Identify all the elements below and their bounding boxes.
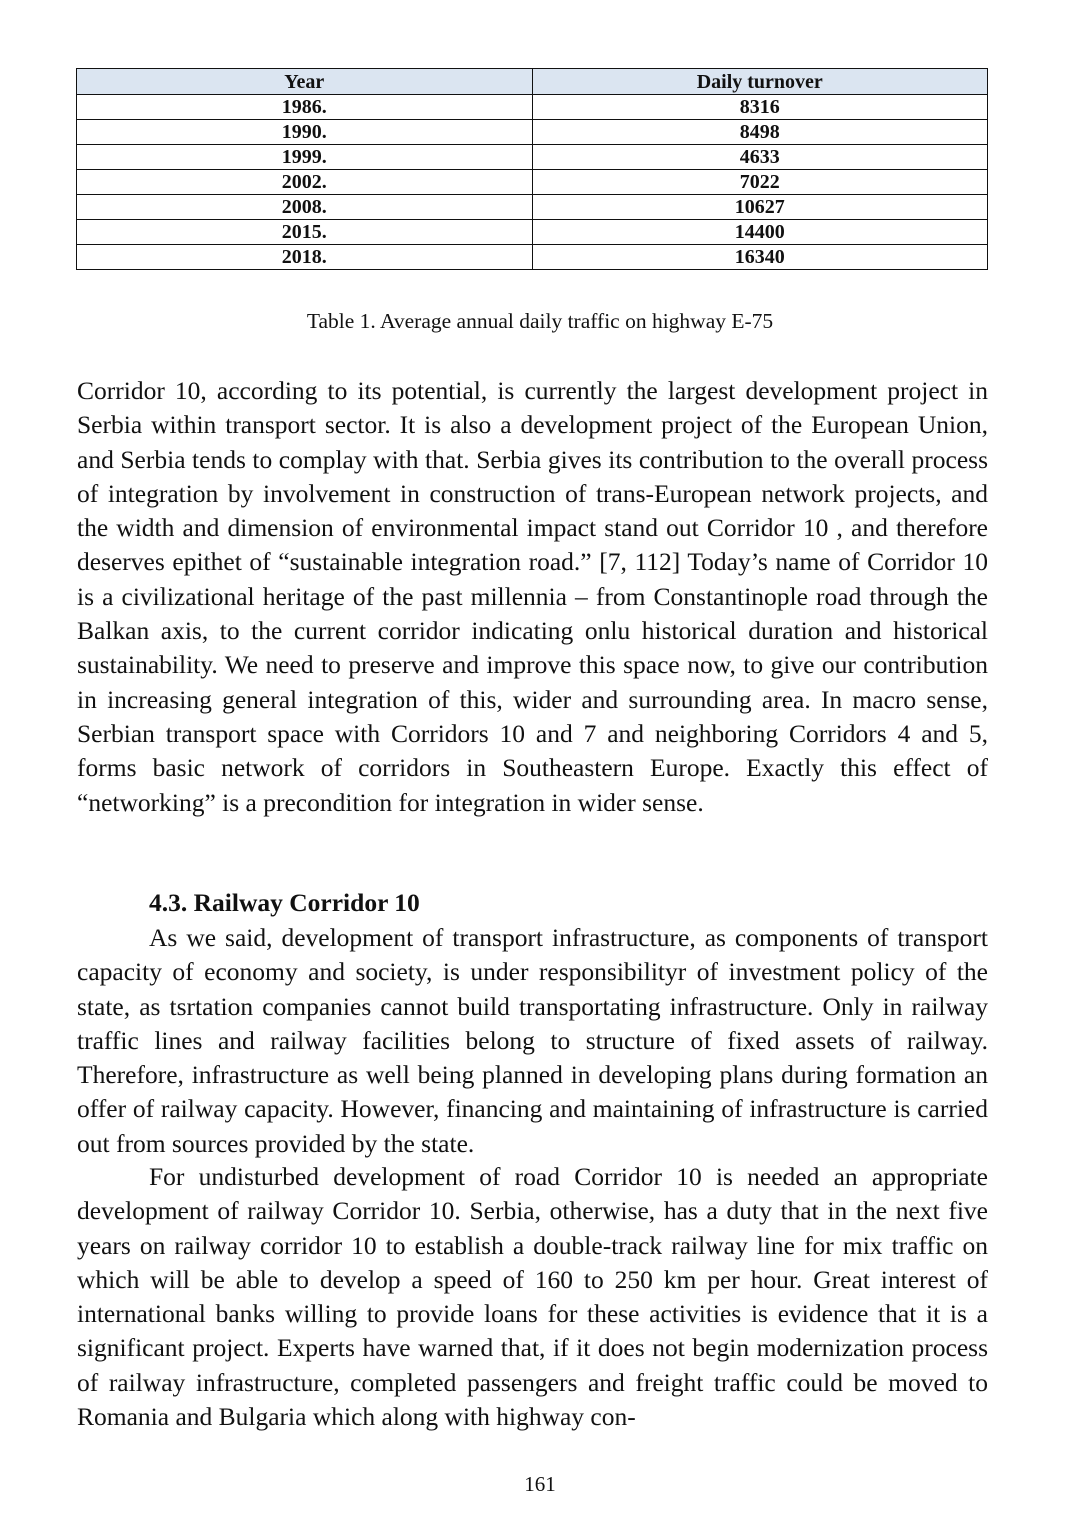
cell-year: 2008. [77, 195, 533, 220]
table-row [77, 220, 988, 245]
cell-year: 1999. [77, 145, 533, 170]
cell-turnover: 7022 [532, 170, 988, 195]
cell-year: 1986. [77, 95, 533, 120]
cell-turnover: 10627 [532, 195, 988, 220]
table-row [77, 120, 988, 145]
table-header-row [77, 69, 988, 95]
paragraph-corridor-10: Corridor 10, according to its potential, is currently the largest development project in Serbia within transport sector. It is also a development project of the European Union, and Serbia tends to complay with that. Serbia gives its contribution to the overall process of integration by involvement in construction of trans-European network projects, and the width and dimension of environmental impact stand out Corridor 10 , and therefore deserves epithet of “sustainable integration road.” [7, 112] Today’s name of Corridor 10 is a civilizational heritage of the past millennia – from Constantinople road through the Balkan axis, to the current corridor indicating onlu historical duration and historical sustainability. We need to preserve and improve this space now, to give our contribution in increasing general integration of this, wider and surrounding area. In macro sense, Serbian transport space with Corridors 10 and 7 and neighboring Corridors 4 and 5, forms basic network of corridors in Southeastern Europe. Exactly this effect of “networking” is a precondition for integration in wider sense. [77, 376, 988, 817]
cell-year: 2015. [77, 220, 533, 245]
column-header-year: Year [77, 69, 533, 95]
cell-turnover: 8316 [532, 95, 988, 120]
paragraph-railway-infrastructure: As we said, development of transport infrastructure, as components of transport capacity of economy and society, is under responsibilityr of investment policy of the state, as tsrtation companies cannot build transportating infrastructure. Only in railway traffic lines and railway facilities belong to structure of fixed assets of railway. Therefore, infrastructure as well being planned in developing plans during formation an offer of railway capacity. However, financing and maintaining of infrastructure is carried out from sources provided by the state. [77, 923, 988, 1158]
table-row [77, 95, 988, 120]
cell-turnover: 8498 [532, 120, 988, 145]
cell-year: 2018. [77, 245, 533, 270]
cell-turnover: 14400 [532, 220, 988, 245]
page-number: 161 [524, 1472, 556, 1496]
table-row [77, 195, 988, 220]
table-caption: Table 1. Average annual daily traffic on highway E-75 [306, 309, 774, 333]
traffic-table [76, 68, 988, 270]
table-row [77, 145, 988, 170]
cell-year: 1990. [77, 120, 533, 145]
table-row [77, 245, 988, 270]
cell-turnover: 4633 [532, 145, 988, 170]
section-heading: 4.3. Railway Corridor 10 [149, 888, 420, 917]
table-row [77, 170, 988, 195]
cell-year: 2002. [77, 170, 533, 195]
column-header-daily-turnover: Daily turnover [532, 69, 988, 95]
paragraph-railway-development: For undisturbed development of road Corridor 10 is needed an appropriate development of railway Corridor 10. Serbia, otherwise, has a duty that in the next five years on railway corridor 10 to establish a double-track railway line for mix traffic on which will be able to develop a speed of 160 to 250 km per hour. Great interest of international banks willing to provide loans for these activities is evidence that it is a significant project. Experts have warned that, if it does not begin modernization process of railway infrastructure, completed passengers and freight traffic could be moved to Romania and Bulgaria which along with highway con- [77, 1162, 988, 1432]
cell-turnover: 16340 [532, 245, 988, 270]
